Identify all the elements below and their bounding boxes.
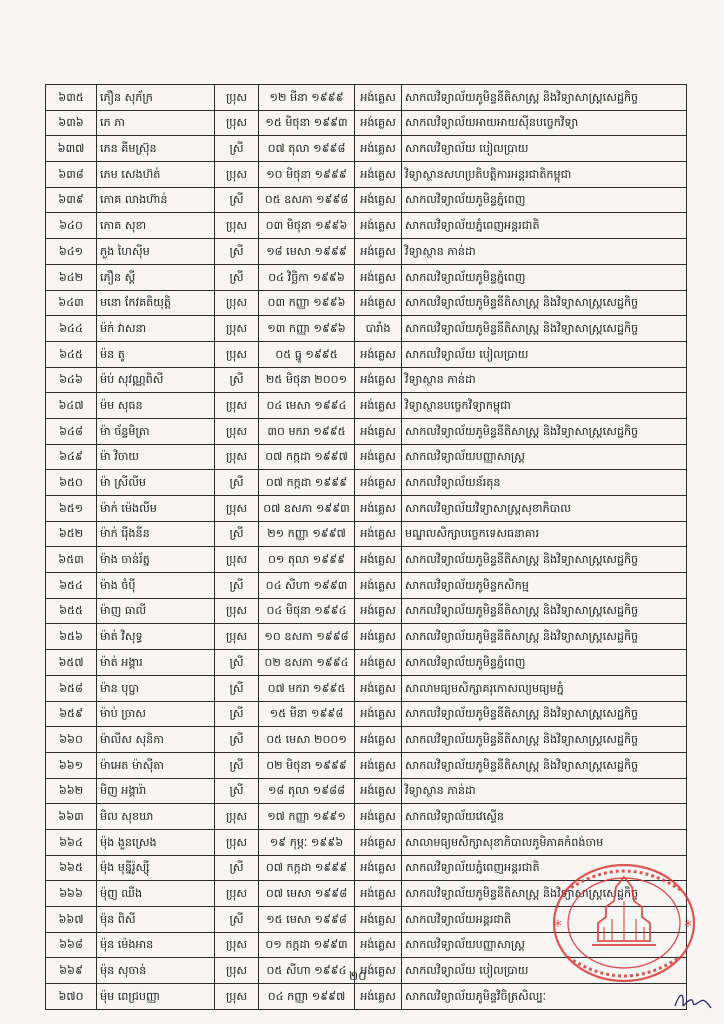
cell-institution: សាកលវិទ្យាល័យភូមិន្ទនីតិសាស្ត្រ និងវិទ្យាសាស្ត្រសេដ្ឋកិច្ច	[402, 881, 687, 907]
table-row	[46, 418, 687, 444]
cell-language: អង់គ្លេស	[355, 855, 402, 881]
table-row	[46, 341, 687, 367]
cell-birth-date: ១៧ កញ្ញា ១៩៩១	[259, 804, 355, 830]
cell-number: ៦៥៤	[46, 573, 97, 599]
cell-sex: ស្រី	[215, 778, 259, 804]
cell-name: ម៉ាអេត ម៉ាស៊ីតា	[97, 752, 215, 778]
cell-number: ៦៦២	[46, 778, 97, 804]
table-row	[46, 110, 687, 136]
cell-sex: ប្រុស	[215, 496, 259, 522]
cell-language: អង់គ្លេស	[355, 136, 402, 162]
cell-name: ភេន គីមស្រ៊ុន	[97, 136, 215, 162]
cell-sex: ប្រុស	[215, 932, 259, 958]
cell-name: ម៉ាក់ ម៉េងលីម	[97, 496, 215, 522]
table-row	[46, 290, 687, 316]
cell-number: ៦៦១	[46, 752, 97, 778]
cell-birth-date: ០២ មិថុនា ១៩៩៩	[259, 752, 355, 778]
cell-language: អង់គ្លេស	[355, 367, 402, 393]
cell-number: ៦៤១	[46, 239, 97, 265]
cell-birth-date: ០៥ មេសា ២០០១	[259, 727, 355, 753]
cell-birth-date: ០៤ សីហា ១៩៩៣	[259, 573, 355, 599]
cell-sex: ស្រី	[215, 855, 259, 881]
cell-institution: សាកលវិទ្យាល័យវេស្ទើន	[402, 804, 687, 830]
cell-sex: ប្រុស	[215, 316, 259, 342]
cell-name: ម៉ុន ម៉េងអាន	[97, 932, 215, 958]
cell-birth-date: ០៧ មករា ១៩៩៥	[259, 675, 355, 701]
cell-number: ៦៦៨	[46, 932, 97, 958]
cell-language: អង់គ្លេស	[355, 239, 402, 265]
cell-number: ៦៥៣	[46, 547, 97, 573]
table-row	[46, 624, 687, 650]
cell-institution: សាកលវិទ្យាល័យភូមិន្ទនីតិសាស្ត្រ និងវិទ្យាសាស្ត្រសេដ្ឋកិច្ច	[402, 727, 687, 753]
cell-language: អង់គ្លេស	[355, 727, 402, 753]
cell-sex: ស្រី	[215, 650, 259, 676]
cell-name: ភោគ សុខា	[97, 213, 215, 239]
cell-number: ៦៦៦	[46, 881, 97, 907]
cell-number: ៦៣៨	[46, 162, 97, 188]
cell-name: ម៉ាញ ធាលី	[97, 598, 215, 624]
cell-sex: ស្រី	[215, 367, 259, 393]
cell-birth-date: ០៤ មិថុនា ១៩៩៤	[259, 598, 355, 624]
cell-language: អង់គ្លេស	[355, 932, 402, 958]
table-row	[46, 778, 687, 804]
cell-sex: ប្រុស	[215, 393, 259, 419]
cell-name: ម៉ុន សុចាន់	[97, 958, 215, 984]
cell-name: ភោគ លាងហ៊ាន់	[97, 187, 215, 213]
cell-language: អង់គ្លេស	[355, 264, 402, 290]
cell-number: ៦៥០	[46, 470, 97, 496]
cell-institution: សាកលវិទ្យាល័យភូមិន្ទនីតិសាស្ត្រ និងវិទ្យាសាស្ត្រសេដ្ឋកិច្ច	[402, 701, 687, 727]
cell-number: ៦៤៦	[46, 367, 97, 393]
table-row	[46, 162, 687, 188]
cell-birth-date: ១៨ មេសា ១៩៩៩	[259, 239, 355, 265]
table-row	[46, 752, 687, 778]
cell-number: ៦៧០	[46, 984, 97, 1010]
cell-birth-date: ១៩ កុម្ភៈ ១៩៩៦	[259, 829, 355, 855]
cell-language: អង់គ្លេស	[355, 547, 402, 573]
cell-sex: ស្រី	[215, 573, 259, 599]
cell-language: បារាំង	[355, 316, 402, 342]
svg-text:*: *	[684, 916, 692, 935]
cell-birth-date: ០៤ មេសា ១៩៩៤	[259, 393, 355, 419]
cell-institution: វិទ្យាស្ថាន ភាន់ដា	[402, 367, 687, 393]
cell-number: ៦៣៧	[46, 136, 97, 162]
cell-language: អង់គ្លេស	[355, 624, 402, 650]
cell-number: ៦៥៩	[46, 701, 97, 727]
cell-language: អង់គ្លេស	[355, 110, 402, 136]
page-number: ២០	[349, 969, 367, 983]
cell-institution: សាកលវិទ្យាល័យភូមិន្ទភ្នំពេញ	[402, 264, 687, 290]
cell-name: ម៉ុម ពេជ្របញ្ញា	[97, 984, 215, 1010]
cell-language: អង់គ្លេស	[355, 393, 402, 419]
cell-language: អង់គ្លេស	[355, 444, 402, 470]
cell-institution: សាកលវិទ្យាល័យ បៀលប្រាយ	[402, 958, 687, 984]
cell-name: ម៉ាត់ អង្គារ	[97, 650, 215, 676]
table-row	[46, 316, 687, 342]
cell-sex: ស្រី	[215, 470, 259, 496]
table-row	[46, 393, 687, 419]
cell-birth-date: ០៥ សីហា ១៩៩៤	[259, 958, 355, 984]
cell-birth-date: ០៤ កញ្ញា ១៩៩៧	[259, 984, 355, 1010]
table-row	[46, 239, 687, 265]
table-row	[46, 213, 687, 239]
cell-birth-date: ០៧ កក្កដា ១៩៩៩	[259, 855, 355, 881]
cell-birth-date: ០៧ កក្កដា ១៩៩៧	[259, 444, 355, 470]
cell-institution: វិទ្យាស្ថានសហប្រតិបត្តិការអន្តរជាតិកម្ពុជា	[402, 162, 687, 188]
cell-number: ៦៦៧	[46, 907, 97, 933]
cell-name: ម៉ម សុធន	[97, 393, 215, 419]
cell-name: ម៉ាលីស សុនិកា	[97, 727, 215, 753]
cell-sex: ប្រុស	[215, 881, 259, 907]
table-row	[46, 984, 687, 1010]
cell-sex: ស្រី	[215, 701, 259, 727]
cell-name: ភឿន សុភ័ក្រ	[97, 85, 215, 111]
cell-language: អង់គ្លេស	[355, 701, 402, 727]
cell-name: ម៉ុន ពិសី	[97, 907, 215, 933]
cell-number: ៦៦០	[46, 727, 97, 753]
cell-institution: សាកលវិទ្យាល័យភូមិន្ទនីតិសាស្ត្រ និងវិទ្យាសាស្ត្រសេដ្ឋកិច្ច	[402, 85, 687, 111]
cell-language: អង់គ្លេស	[355, 418, 402, 444]
cell-language: អង់គ្លេស	[355, 85, 402, 111]
cell-language: អង់គ្លេស	[355, 290, 402, 316]
cell-language: អង់គ្លេស	[355, 804, 402, 830]
cell-sex: ស្រី	[215, 239, 259, 265]
cell-birth-date: ១០ មិថុនា ១៩៩៩	[259, 162, 355, 188]
cell-institution: សាកលវិទ្យាល័យភូមិន្ទនីតិសាស្ត្រ និងវិទ្យាសាស្ត្រសេដ្ឋកិច្ច	[402, 624, 687, 650]
cell-number: ៦៤៤	[46, 316, 97, 342]
cell-birth-date: ១៨ តុលា ១៩៨៨	[259, 778, 355, 804]
cell-birth-date: ២១ កញ្ញា ១៩៩៧	[259, 521, 355, 547]
cell-number: ៦៥២	[46, 521, 97, 547]
cell-sex: ស្រី	[215, 907, 259, 933]
cell-name: មិល សុខឃា	[97, 804, 215, 830]
cell-sex: ស្រី	[215, 752, 259, 778]
cell-institution: សាកលវិទ្យាល័យភ្នំពេញអន្តរជាតិ	[402, 855, 687, 881]
cell-institution: វិទ្យាស្ថាន ភាន់ដា	[402, 778, 687, 804]
cell-birth-date: ០១ កក្កដា ១៩៩៣	[259, 932, 355, 958]
table-row	[46, 829, 687, 855]
cell-institution: សាកលវិទ្យាល័យបញ្ញាសាស្ត្រ	[402, 932, 687, 958]
cell-sex: ប្រុស	[215, 804, 259, 830]
cell-birth-date: ២៥ មិថុនា ២០០១	[259, 367, 355, 393]
cell-name: ម៉ា ច័ន្ទមិត្រា	[97, 418, 215, 444]
cell-institution: សាកលវិទ្យាល័យអាយអាយស៊ីនបច្ចេកវិទ្យា	[402, 110, 687, 136]
cell-birth-date: ១៥ មីនា ១៩៩៨	[259, 701, 355, 727]
cell-language: អង់គ្លេស	[355, 598, 402, 624]
cell-birth-date: ០៧ តុលា ១៩៩៨	[259, 136, 355, 162]
cell-number: ៦៤០	[46, 213, 97, 239]
cell-language: អង់គ្លេស	[355, 187, 402, 213]
cell-number: ៦៥១	[46, 496, 97, 522]
cell-name: ម៉ា ស្រីលីម	[97, 470, 215, 496]
cell-institution: មណ្ឌលសិក្សាបច្ចេកទេសធនាគារ	[402, 521, 687, 547]
cell-number: ៦៤៥	[46, 341, 97, 367]
cell-sex: ប្រុស	[215, 958, 259, 984]
cell-name: ភេម សេងហ៊ត់	[97, 162, 215, 188]
cell-name: ម៉ន តូ	[97, 341, 215, 367]
table-row	[46, 496, 687, 522]
table-row	[46, 85, 687, 111]
cell-number: ៦៤៩	[46, 444, 97, 470]
cell-sex: ប្រុស	[215, 290, 259, 316]
svg-text:*: *	[554, 916, 562, 935]
cell-language: អង់គ្លេស	[355, 341, 402, 367]
cell-number: ៦៣៥	[46, 85, 97, 111]
cell-number: ៦៥៧	[46, 650, 97, 676]
cell-sex: ប្រុស	[215, 829, 259, 855]
cell-birth-date: ០៣ មិថុនា ១៩៩៦	[259, 213, 355, 239]
table-row	[46, 650, 687, 676]
cell-sex: ប្រុស	[215, 162, 259, 188]
cell-number: ៦៣៩	[46, 187, 97, 213]
cell-number: ៦៦៩	[46, 958, 97, 984]
cell-number: ៦៦៣	[46, 804, 97, 830]
cell-sex: ស្រី	[215, 136, 259, 162]
cell-name: ភឿន ស្តី	[97, 264, 215, 290]
table-row	[46, 598, 687, 624]
cell-institution: សាកលវិទ្យាល័យភូមិន្ទនីតិសាស្ត្រ និងវិទ្យាសាស្ត្រសេដ្ឋកិច្ច	[402, 598, 687, 624]
cell-institution: សាកលវិទ្យាល័យភូមិន្ទភ្នំពេញ	[402, 650, 687, 676]
cell-birth-date: ០៥ ឧសភា ១៩៩៨	[259, 187, 355, 213]
cell-institution: សាកលវិទ្យាល័យអន្តរជាតិ	[402, 907, 687, 933]
cell-language: អង់គ្លេស	[355, 470, 402, 496]
table-row	[46, 187, 687, 213]
cell-institution: សាកលវិទ្យាល័យភ្នំពេញអន្តរជាតិ	[402, 213, 687, 239]
cell-sex: ប្រុស	[215, 85, 259, 111]
cell-name: ភួង ហៃស៊ីម	[97, 239, 215, 265]
cell-institution: សាកលវិទ្យាល័យ បៀលប្រាយ	[402, 341, 687, 367]
cell-number: ៦៤៧	[46, 393, 97, 419]
cell-sex: ស្រី	[215, 727, 259, 753]
table-row	[46, 675, 687, 701]
cell-number: ៦៣៦	[46, 110, 97, 136]
cell-birth-date: ១០ ឧសភា ១៩៩៨	[259, 624, 355, 650]
table-row	[46, 264, 687, 290]
cell-number: ៦៥៦	[46, 624, 97, 650]
cell-number: ៦៥៥	[46, 598, 97, 624]
cell-name: មនោ កែវគតិយុត្តិ	[97, 290, 215, 316]
cell-sex: ប្រុស	[215, 213, 259, 239]
cell-birth-date: ០៧ កក្កដា ១៩៩៩	[259, 470, 355, 496]
cell-language: អង់គ្លេស	[355, 984, 402, 1010]
cell-birth-date: ០១ តុលា ១៩៩៩	[259, 547, 355, 573]
cell-name: ម៉ុញ ឈីង	[97, 881, 215, 907]
cell-number: ៦៦៥	[46, 855, 97, 881]
cell-birth-date: ១៥ មិថុនា ១៩៩៣	[259, 110, 355, 136]
cell-sex: ស្រី	[215, 675, 259, 701]
cell-language: អង់គ្លេស	[355, 650, 402, 676]
cell-birth-date: ០៣ កញ្ញា ១៩៩៦	[259, 290, 355, 316]
cell-sex: ស្រី	[215, 264, 259, 290]
cell-sex: ប្រុស	[215, 598, 259, 624]
cell-institution: សាកលវិទ្យាល័យន័រតុន	[402, 470, 687, 496]
cell-name: ភេ ភា	[97, 110, 215, 136]
cell-number: ៦៦៤	[46, 829, 97, 855]
cell-name: មិញ អង្គារ៉ា	[97, 778, 215, 804]
cell-number: ៦៤២	[46, 264, 97, 290]
cell-birth-date: ០៧ មេសា ១៩៩៨	[259, 881, 355, 907]
cell-name: ម៉ុង មុន្នីរ៉ូស្ស៊ី	[97, 855, 215, 881]
table-row	[46, 470, 687, 496]
table-row	[46, 367, 687, 393]
cell-sex: ប្រុស	[215, 984, 259, 1010]
cell-birth-date: ០៤ វិច្ឆិកា ១៩៩៦	[259, 264, 355, 290]
cell-institution: សាកលវិទ្យាល័យភូមិន្ទកសិកម្ម	[402, 573, 687, 599]
cell-sex: ប្រុស	[215, 110, 259, 136]
cell-institution: សាកលវិទ្យាល័យភូមិន្ទនីតិសាស្ត្រ និងវិទ្យាសាស្ត្រសេដ្ឋកិច្ច	[402, 316, 687, 342]
cell-sex: ស្រី	[215, 187, 259, 213]
signature	[672, 988, 712, 1012]
cell-institution: សាកលវិទ្យាល័យវិទ្យាសាស្ត្រសុខាភិបាល	[402, 496, 687, 522]
table-row	[46, 701, 687, 727]
cell-name: ម៉ា វិចាយ	[97, 444, 215, 470]
cell-name: ម៉ប់ សុវណ្ណពិសី	[97, 367, 215, 393]
cell-birth-date: ១២ មីនា ១៩៩៩	[259, 85, 355, 111]
cell-birth-date: ០២ ឧសភា ១៩៩៤	[259, 650, 355, 676]
cell-name: ម៉ុង ងួនស្រេង	[97, 829, 215, 855]
cell-language: អង់គ្លេស	[355, 213, 402, 239]
cell-institution: សាកលវិទ្យាល័យភូមិន្ទវិចិត្រសិល្បៈ	[402, 984, 687, 1010]
cell-institution: សាលាមធ្យមសិក្សាគរុកោសល្យមធ្យមភ្នំ	[402, 675, 687, 701]
cell-name: ម៉ក់ វាសនា	[97, 316, 215, 342]
cell-institution: សាកលវិទ្យាល័យភូមិន្ទភ្នំពេញ	[402, 187, 687, 213]
cell-number: ៦៤៣	[46, 290, 97, 316]
table-row	[46, 804, 687, 830]
cell-institution: សាកលវិទ្យាល័យភូមិន្ទនីតិសាស្ត្រ និងវិទ្យាសាស្ត្រសេដ្ឋកិច្ច	[402, 752, 687, 778]
cell-institution: វិទ្យាស្ថាន ភាន់ដា	[402, 239, 687, 265]
cell-institution: សាកលវិទ្យាល័យភូមិន្ទនីតិសាស្ត្រ និងវិទ្យាសាស្ត្រសេដ្ឋកិច្ច	[402, 290, 687, 316]
cell-sex: ស្រី	[215, 521, 259, 547]
table-row	[46, 547, 687, 573]
cell-sex: ប្រុស	[215, 418, 259, 444]
cell-name: ម៉ាន បុប្ផា	[97, 675, 215, 701]
cell-institution: សាកលវិទ្យាល័យ បៀលប្រាយ	[402, 136, 687, 162]
cell-sex: ប្រុស	[215, 624, 259, 650]
cell-sex: ប្រុស	[215, 444, 259, 470]
cell-language: អង់គ្លេស	[355, 778, 402, 804]
cell-language: អង់គ្លេស	[355, 162, 402, 188]
cell-language: អង់គ្លេស	[355, 752, 402, 778]
cell-sex: ប្រុស	[215, 341, 259, 367]
cell-language: អង់គ្លេស	[355, 907, 402, 933]
cell-language: អង់គ្លេស	[355, 958, 402, 984]
cell-language: អង់គ្លេស	[355, 521, 402, 547]
official-seal	[546, 857, 698, 985]
cell-name: ម៉ាង ចំប៉ី	[97, 573, 215, 599]
table-row	[46, 727, 687, 753]
cell-birth-date: ០៧ ឧសភា ១៩៩៣	[259, 496, 355, 522]
cell-name: ម៉ាក់ រ៉ើងនីន	[97, 521, 215, 547]
cell-language: អង់គ្លេស	[355, 881, 402, 907]
table-row	[46, 136, 687, 162]
cell-institution: សាកលវិទ្យាល័យបញ្ញាសាស្ត្រ	[402, 444, 687, 470]
table-row	[46, 444, 687, 470]
cell-institution: សាកលវិទ្យាល័យភូមិន្ទនីតិសាស្ត្រ និងវិទ្យាសាស្ត្រសេដ្ឋកិច្ច	[402, 418, 687, 444]
cell-birth-date: ១៥ មេសា ១៩៩៨	[259, 907, 355, 933]
table-row	[46, 521, 687, 547]
cell-language: អង់គ្លេស	[355, 573, 402, 599]
cell-institution: វិទ្យាស្ថានបច្ចេកវិទ្យាកម្ពុជា	[402, 393, 687, 419]
table-row	[46, 573, 687, 599]
cell-language: អង់គ្លេស	[355, 829, 402, 855]
cell-sex: ប្រុស	[215, 547, 259, 573]
cell-institution: សាកលវិទ្យាល័យភូមិន្ទនីតិសាស្ត្រ និងវិទ្យាសាស្ត្រសេដ្ឋកិច្ច	[402, 547, 687, 573]
cell-name: ម៉ាង ចាន់រ័ត្ន	[97, 547, 215, 573]
cell-name: ម៉ាប់ ច្រាស	[97, 701, 215, 727]
cell-birth-date: ១៣ កញ្ញា ១៩៩៦	[259, 316, 355, 342]
cell-birth-date: ៣០ មករា ១៩៩៥	[259, 418, 355, 444]
cell-institution: សាលាមធ្យមសិក្សាសុខាភិបាលភូមិភាគកំពង់ចាម	[402, 829, 687, 855]
cell-language: អង់គ្លេស	[355, 496, 402, 522]
cell-number: ៦៥៨	[46, 675, 97, 701]
cell-birth-date: ០៥ ធ្នូ ១៩៩៥	[259, 341, 355, 367]
cell-language: អង់គ្លេស	[355, 675, 402, 701]
cell-name: ម៉ាត់ វិសុទ្ធ	[97, 624, 215, 650]
cell-number: ៦៤៨	[46, 418, 97, 444]
